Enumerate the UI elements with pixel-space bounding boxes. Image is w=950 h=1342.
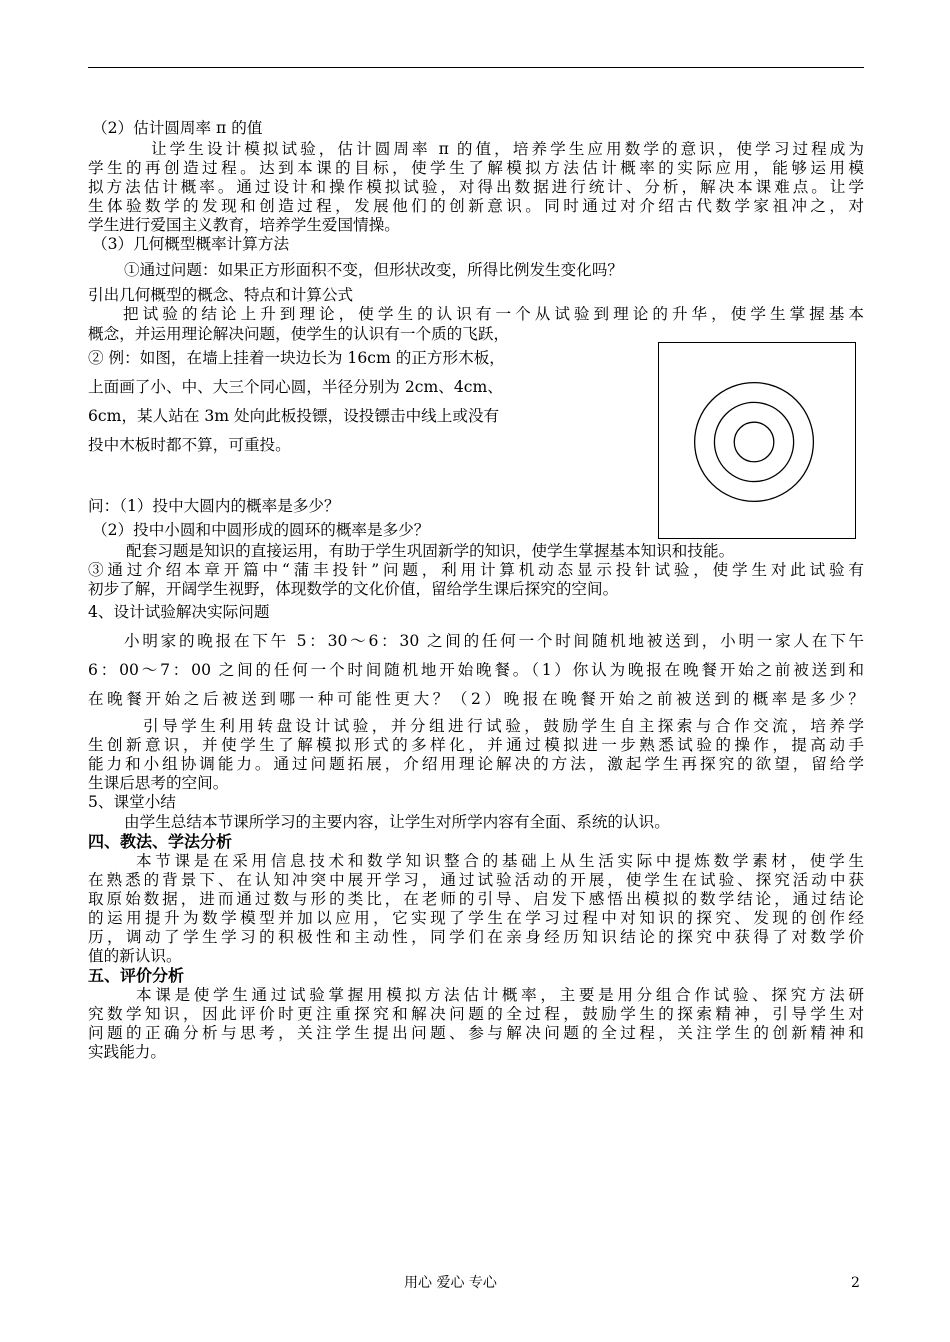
text-line: 引导学生利用转盘设计试验，并分组进行试验，鼓励学生自主探索与合作交流，培养学 <box>143 717 864 735</box>
text-line: 6cm，某人站在 3m 处向此板投镖，设投镖击中线上或没有 <box>88 407 500 425</box>
footer-slogan: 用心 爱心 专心 <box>404 1275 497 1291</box>
text-line: 生创新意识，并使学生了解模拟形式的多样化，并通过模拟进一步熟悉试验的操作，提高动手 <box>88 736 864 754</box>
text-line: 学生的再创造过程。达到本课的目标，使学生了解模拟方法估计概率的实际应用，能够运用模 <box>88 159 864 177</box>
text-line: （2）投中小圆和中圆形成的圆环的概率是多少？ <box>92 521 430 539</box>
text-line: 初步了解，开阔学生视野，体现数学的文化价值，留给学生课后探究的空间。 <box>88 580 619 598</box>
text-line: 历，调动了学生学习的积极性和主动性，同学们在亲身经历知识结论的探究中获得了对数学价 <box>88 928 864 946</box>
page-number: 2 <box>851 1275 860 1291</box>
text-line: 生体验数学的发现和创造过程，发展他们的创新意识。同时通过对介绍古代数学家祖冲之，对 <box>88 197 864 215</box>
text-line: （2）估计圆周率 π 的值 <box>92 119 263 137</box>
text-line: 由学生总结本节课所学习的主要内容，让学生对所学内容有全面、系统的认识。 <box>124 813 670 831</box>
text-line: 的运用提升为数学模型并加以应用，它实现了学生在学习过程中对知识的探究、发现的创作经 <box>88 909 864 927</box>
text-line: 6：00～7：00 之间的任何一个时间随机地开始晚餐。（1）你认为晚报在晚餐开始之前被送到和 <box>88 661 864 679</box>
text-line: 配套习题是知识的直接运用，有助于学生巩固新学的知识，使学生掌握基本知识和技能。 <box>126 542 735 560</box>
text-line: 本节课是在采用信息技术和数学知识整合的基础上从生活实际中提炼数学素材，使学生 <box>136 852 864 870</box>
text-line: （3）几何概型概率计算方法 <box>92 235 290 253</box>
section-heading: 五、评价分析 <box>88 966 185 985</box>
text-line: 生课后思考的空间。 <box>88 774 229 792</box>
text-line: 问：（1）投中大圆内的概率是多少？ <box>88 497 340 515</box>
text-line: 5、课堂小结 <box>88 793 176 811</box>
section-heading: 四、教法、学法分析 <box>88 832 233 851</box>
large-circle <box>695 383 814 502</box>
text-line: 4、设计试验解决实际问题 <box>88 603 270 621</box>
text-line: 在熟悉的背景下、在认知冲突中展开学习，通过试验活动的开展，使学生在试验、探究活动中获 <box>88 871 864 889</box>
header-rule <box>88 67 864 68</box>
medium-circle <box>714 402 793 481</box>
text-line: ② 例：如图，在墙上挂着一块边长为 16cm 的正方形木板， <box>88 349 505 367</box>
text-line: 拟方法估计概率。通过设计和操作模拟试验，对得出数据进行统计、分析，解决本课难点。让学 <box>88 178 864 196</box>
text-line: 值的新认识。 <box>88 947 182 965</box>
text-line: 究数学知识，因此评价时更注重探究和解决问题的全过程，鼓励学生的探索精神，引导学生对 <box>88 1005 864 1023</box>
text-line: 在晚餐开始之后被送到哪一种可能性更大？（2）晚报在晚餐开始之前被送到的概率是多少？ <box>88 690 864 708</box>
text-line: 取原始数据，进而通过数与形的类比，在老师的引导、启发下感悟出模拟的数学结论，通过结论 <box>88 890 864 908</box>
text-line: 本课是使学生通过试验掌握用模拟方法估计概率，主要是用分组合作试验、探究方法研 <box>136 986 864 1004</box>
text-line: 能力和小组协调能力。通过问题拓展，介绍用理论解决的方法，激起学生再探究的欲望，留给学 <box>88 755 864 773</box>
text-line: ③通过介绍本章开篇中“蒲丰投针”问题，利用计算机动态显示投针试验，使学生对此试验有 <box>88 561 864 579</box>
text-line: 实践能力。 <box>88 1043 166 1061</box>
text-line: 让学生设计模拟试验，估计圆周率 π 的值，培养学生应用数学的意识，使学习过程成为 <box>151 140 864 158</box>
text-line: 把试验的结论上升到理论，使学生的认识有一个从试验到理论的升华，使学生掌握基本 <box>123 305 864 323</box>
text-line: 小明家的晚报在下午 5：30～6：30 之间的任何一个时间随机地被送到，小明一家人在下午 <box>124 632 864 650</box>
concentric-circles-figure <box>658 342 856 539</box>
text-line: 引出几何概型的概念、特点和计算公式 <box>88 286 354 304</box>
text-line: 概念，并运用理论解决问题，使学生的认识有一个质的飞跃， <box>88 325 510 343</box>
text-line: 投中木板时都不算，可重投。 <box>88 436 291 454</box>
text-line: 学生进行爱国主义教育，培养学生爱国情操。 <box>88 216 400 234</box>
text-line: 问题的正确分析与思考，关注学生提出问题、参与解决问题的全过程，关注学生的创新精神和 <box>88 1024 864 1042</box>
text-line: 上面画了小、中、大三个同心圆，半径分别为 2cm、4cm、 <box>88 378 503 396</box>
small-circle <box>734 422 774 462</box>
text-line: ①通过问题：如果正方形面积不变，但形状改变，所得比例发生变化吗？ <box>124 261 624 279</box>
